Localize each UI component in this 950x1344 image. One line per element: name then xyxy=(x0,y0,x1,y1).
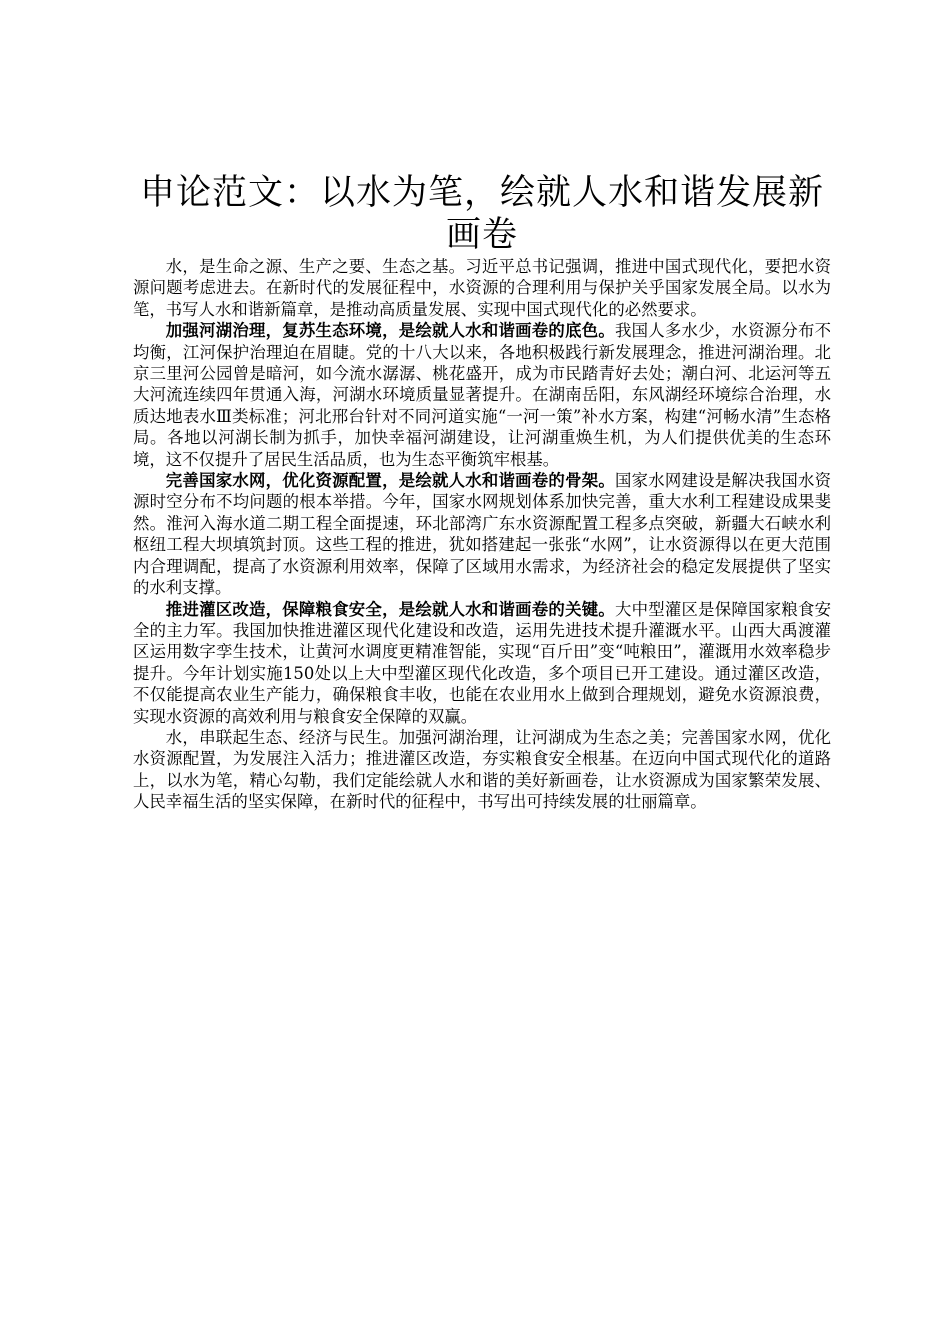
paragraph-text: 水，是生命之源、生产之要、生态之基。习近平总书记强调，推进中国式现代化，要把水资源问题考虑进去。在新时代的发展征程中，水资源的合理利用与保护关乎国家发展全局。以水为笔，书写人水和谐新篇章，是推动高质量发展、实现中国式现代化的必然要求。 xyxy=(133,257,831,319)
paragraph-text: 国家水网建设是解决我国水资源时空分布不均问题的根本举措。今年，国家水网规划体系加快完善，重大水利工程建设成果斐然。淮河入海水道二期工程全面提速，环北部湾广东水资源配置工程多点突破，新疆大石峡水利枢纽工程大坝填筑封顶。这些工程的推进，犹如搭建起一张张“水网”，让水资源得以在更大范围内合理调配，提高了水资源利用效率，保障了区域用水需求，为经济社会的稳定发展提供了坚实的水利支撑。 xyxy=(133,471,832,598)
paragraph-lead: 完善国家水网，优化资源配置，是绘就人水和谐画卷的骨架。 xyxy=(165,471,615,491)
document-title: 申论范文：以水为笔，绘就人水和谐发展新画卷 xyxy=(139,173,824,255)
paragraph-lead: 加强河湖治理，复苏生态环境，是绘就人水和谐画卷的底色。 xyxy=(165,321,615,341)
paragraph-irrigation-reform xyxy=(133,599,831,727)
paragraph-national-water-network xyxy=(133,470,831,598)
document-page xyxy=(133,172,831,813)
paragraph-lead: 推进灌区改造，保障粮食安全，是绘就人水和谐画卷的关键。 xyxy=(165,599,615,619)
paragraph-conclusion xyxy=(133,727,831,813)
paragraph-text: 大中型灌区是保障国家粮食安全的主力军。我国加快推进灌区现代化建设和改造，运用先进技术提升灌溉水平。山西大禹渡灌区运用数字孪生技术，让黄河水调度更精准智能，实现“百斤田”变“吨粮田”，灌溉用水效率稳步提升。今年计划实施150处以上大中型灌区现代化改造，多个项目已开工建设。通过灌区改造，不仅能提高农业生产能力，确保粮食丰收，也能在农业用水上做到合理规划，避免水资源浪费，实现水资源的高效利用与粮食安全保障的双赢。 xyxy=(133,599,832,726)
paragraph-river-lake-governance xyxy=(133,320,831,470)
paragraph-intro xyxy=(133,256,831,320)
paragraph-text: 我国人多水少，水资源分布不均衡，江河保护治理迫在眉睫。党的十八大以来，各地积极践行新发展理念，推进河湖治理。北京三里河公园曾是暗河，如今流水潺潺、桃花盛开，成为市民踏青好去处；潮白河、北运河等五大河流连续四年贯通入海，河湖水环境质量显著提升。在湖南岳阳，东风湖经环境综合治理，水质达地表水Ⅲ类标准；河北邢台针对不同河道实施“一河一策”补水方案，构建“河畅水清”生态格局。各地以河湖长制为抓手，加快幸福河湖建设，让河湖重焕生机，为人们提供优美的生态环境，这不仅提升了居民生活品质，也为生态平衡筑牢根基。 xyxy=(133,321,832,469)
paragraph-text: 水，串联起生态、经济与民生。加强河湖治理，让河湖成为生态之美；完善国家水网，优化水资源配置，为发展注入活力；推进灌区改造，夯实粮食安全根基。在迈向中国式现代化的道路上，以水为笔，精心勾勒，我们定能绘就人水和谐的美好新画卷，让水资源成为国家繁荣发展、人民幸福生活的坚实保障，在新时代的征程中，书写出可持续发展的壮丽篇章。 xyxy=(133,727,831,812)
